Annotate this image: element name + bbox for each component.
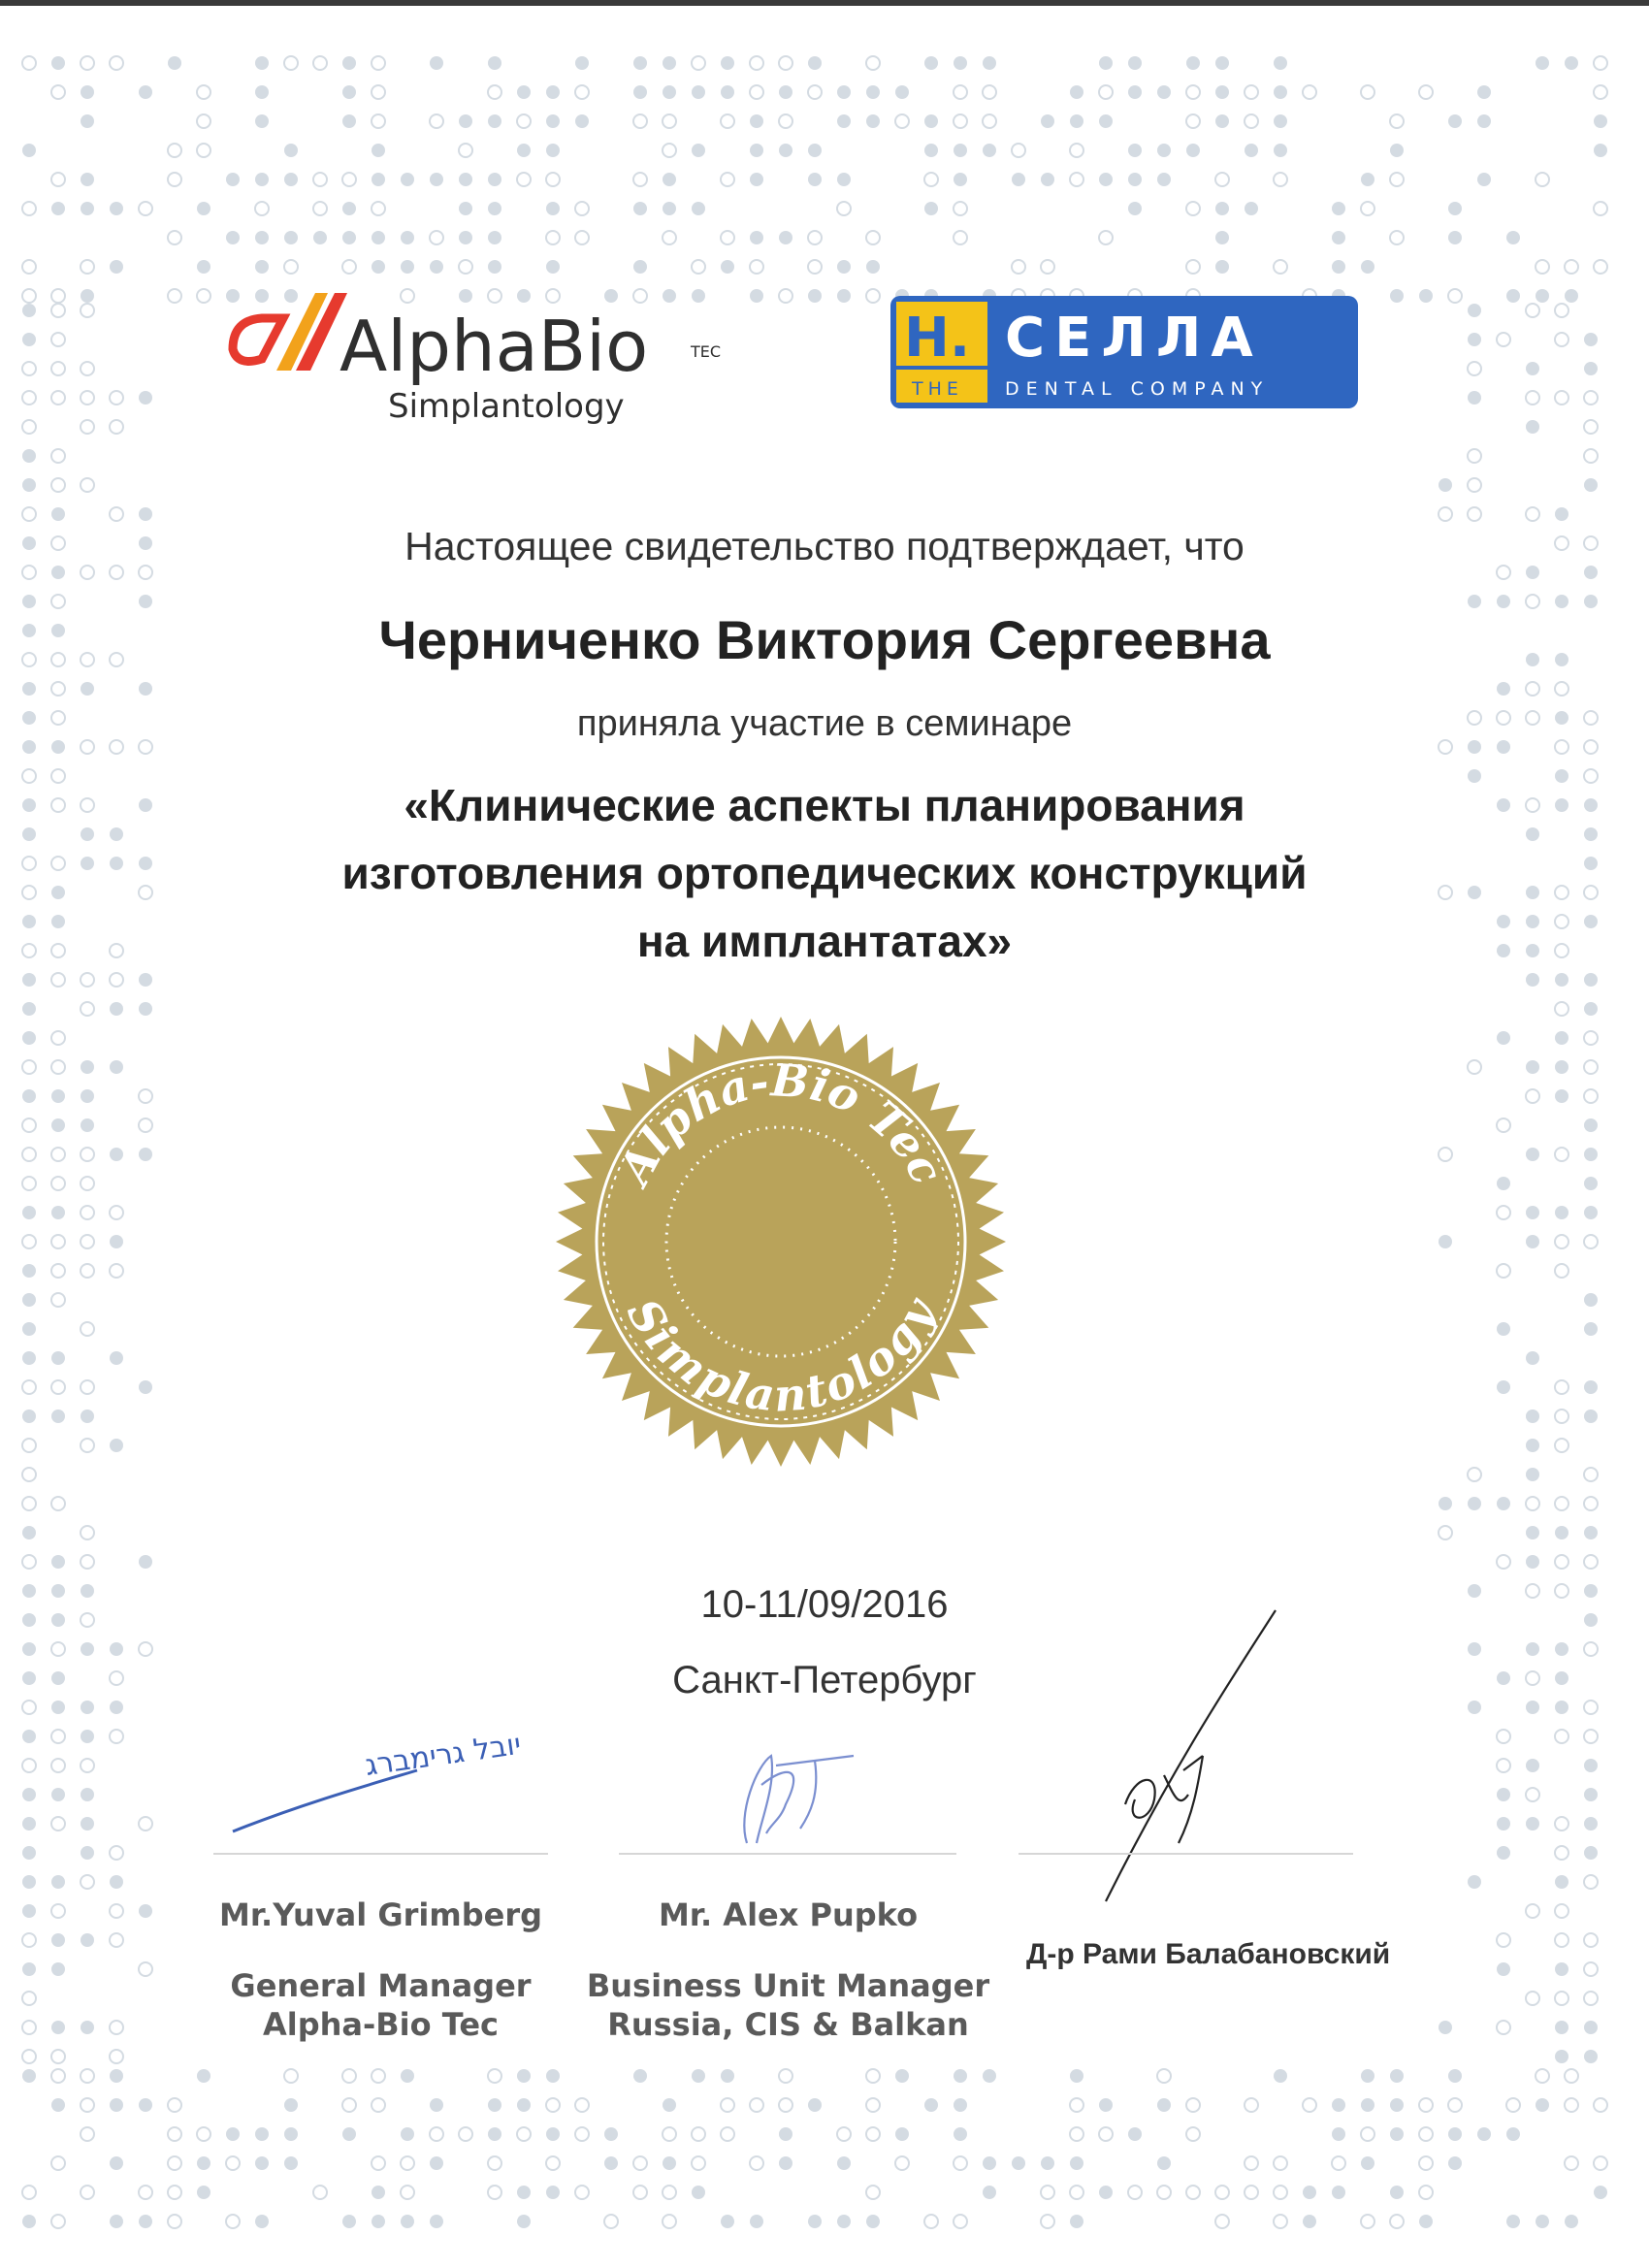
seminar-title-line: на имплантатах» xyxy=(636,916,1013,966)
signer-1 xyxy=(184,1896,577,2044)
signer-1-role: General Manager xyxy=(230,1967,532,2004)
cella-tagline-a: THE xyxy=(912,378,963,400)
signer-2-role: Business Unit Manager xyxy=(586,1967,990,2004)
signature-line-2 xyxy=(619,1853,956,1855)
intro-text: Настоящее свидетельство подтверждает, что xyxy=(404,524,1245,568)
signer-1-name: Mr.Yuval Grimberg xyxy=(218,1896,543,1933)
cella-tagline-b: DENTAL COMPANY xyxy=(1005,378,1270,400)
seminar-title xyxy=(0,771,1649,975)
signature-line-3 xyxy=(1018,1853,1353,1855)
seal-top-text: Alpha-Bio Tec xyxy=(607,1053,954,1193)
gold-seal xyxy=(553,1014,1009,1470)
signer-1-org: Alpha-Bio Tec xyxy=(262,2006,500,2043)
signer-3-name: Д-р Рами Балабановский xyxy=(1026,1938,1391,1970)
alphabio-tagline: Simplantology xyxy=(388,387,625,426)
cella-logo xyxy=(890,296,1358,408)
seminar-title-line: изготовления ортопедических конструкций xyxy=(341,848,1308,898)
signer-2-name: Mr. Alex Pupko xyxy=(658,1896,919,1933)
signature-1 xyxy=(223,1717,543,1843)
signer-2 xyxy=(582,1896,994,2044)
participation-text: приняла участие в семинаре xyxy=(576,703,1073,744)
seal-bottom-text: Simplantology xyxy=(616,1289,946,1422)
seminar-date: 10-11/09/2016 xyxy=(700,1583,949,1626)
cella-prefix: H. xyxy=(904,307,971,370)
participant-name: Черниченко Виктория Сергеевна xyxy=(378,609,1271,670)
signer-2-region: Russia, CIS & Balkan xyxy=(607,2006,969,2043)
seminar-city: Санкт-Петербург xyxy=(672,1659,977,1701)
seminar-title-line: «Клинические аспекты планирования xyxy=(404,780,1245,830)
signature-line-1 xyxy=(213,1853,548,1855)
signature-2 xyxy=(718,1727,873,1863)
signature-1-script: יובל גרימברג xyxy=(363,1727,524,1783)
alphabio-mark-icon xyxy=(233,318,283,361)
alphabio-wordmark: AlphaBio xyxy=(340,306,649,387)
alphabio-suffix: TEC xyxy=(691,342,722,361)
signature-3 xyxy=(1067,1601,1290,1911)
alphabio-logo xyxy=(223,281,747,427)
cella-wordmark: СЕЛЛА xyxy=(1005,307,1263,370)
